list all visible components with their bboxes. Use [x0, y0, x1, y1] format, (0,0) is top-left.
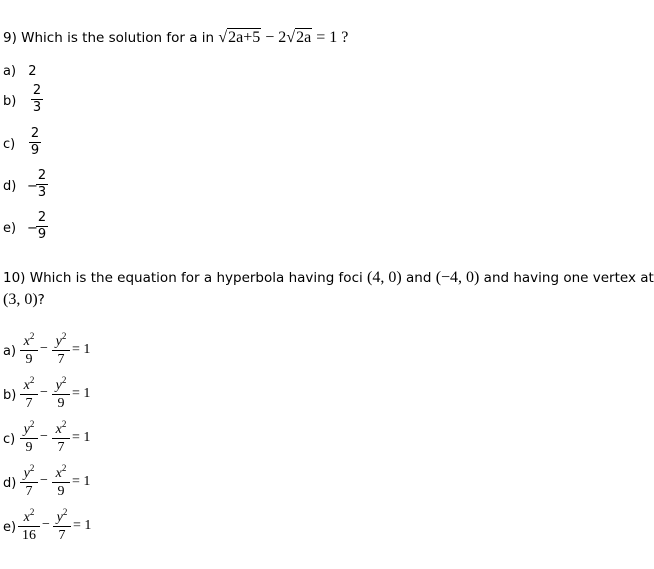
q10-option-a[interactable] [3, 344, 16, 359]
numerator: 2 [32, 83, 42, 98]
q10-option-d[interactable] [3, 476, 16, 491]
question-10-text: 10) Which is the equation for a hyperbola having foci [3, 270, 368, 286]
variable: x [55, 422, 62, 437]
equation-rhs: = 1 [72, 474, 91, 489]
exponent: 2 [29, 331, 35, 341]
q9-option-b-fraction [31, 84, 43, 115]
fraction-bar [52, 482, 70, 483]
exponent: 2 [61, 375, 67, 385]
variable: y [55, 334, 62, 349]
equation-rhs: = 1 [73, 518, 92, 533]
option-label: c) [3, 432, 16, 447]
denominator: 9 [57, 484, 65, 499]
fraction-bar [52, 350, 70, 351]
minus-sign: − [40, 341, 48, 356]
option-value: 2 [28, 64, 37, 79]
numerator [20, 463, 38, 481]
numerator [53, 507, 71, 525]
exponent: 2 [29, 419, 35, 429]
minus-sign: − [40, 429, 48, 444]
fraction-bar [20, 350, 38, 351]
exponent: 2 [61, 419, 67, 429]
option-label: a) [3, 344, 17, 359]
q9-option-d-fraction [36, 169, 48, 200]
numerator [20, 375, 38, 393]
fraction-bar [20, 438, 38, 439]
q10-b-frac2 [52, 375, 70, 411]
equation-rhs: = 1 [72, 342, 91, 357]
focus-1: (4, 0) [367, 269, 402, 286]
q9-option-e-fraction [36, 211, 48, 242]
question-mark: ? [37, 292, 45, 308]
variable: x [55, 466, 62, 481]
fraction-bar [20, 394, 38, 395]
denominator: 3 [32, 100, 42, 115]
vertex: (3, 0) [3, 291, 38, 308]
variable: y [56, 510, 63, 525]
question-9-text: 9) Which is the solution for a in [3, 30, 219, 46]
q10-option-e[interactable] [3, 520, 16, 535]
denominator: 7 [57, 440, 65, 455]
variable: y [23, 466, 30, 481]
exponent: 2 [29, 463, 35, 473]
exponent: 2 [61, 463, 67, 473]
question-10-text-b: and having one vertex at [479, 270, 654, 286]
numerator: 2 [30, 126, 40, 141]
sqrt-symbol: √ [218, 29, 228, 46]
q10-option-c[interactable] [3, 432, 15, 447]
fraction-bar [18, 526, 40, 527]
numerator: 2 [37, 168, 47, 183]
denominator: 9 [25, 440, 33, 455]
denominator: 9 [37, 227, 47, 242]
q9-option-d-sign: − [27, 179, 38, 194]
denominator: 7 [25, 396, 33, 411]
minus-sign: − [40, 473, 48, 488]
q9-option-c-label[interactable]: c) [3, 137, 16, 152]
denominator: 16 [22, 528, 36, 543]
focus-2: (−4, 0) [435, 269, 480, 286]
variable: y [55, 378, 62, 393]
denominator: 7 [25, 484, 33, 499]
variable: x [23, 378, 30, 393]
exponent: 2 [29, 507, 35, 517]
fraction-bar [52, 438, 70, 439]
numerator [52, 375, 70, 393]
denominator: 9 [25, 352, 33, 367]
variable: y [23, 422, 30, 437]
numerator [20, 419, 38, 437]
q10-d-frac1 [20, 463, 38, 499]
q10-a-frac1 [20, 331, 38, 367]
q10-option-b[interactable] [3, 388, 16, 403]
numerator: 2 [37, 210, 47, 225]
radical-2: 2a [296, 29, 312, 46]
numerator [20, 331, 38, 349]
q10-c-frac1 [20, 419, 38, 455]
option-label: b) [3, 388, 17, 403]
q10-a-frac2 [52, 331, 70, 367]
fraction-bar [52, 394, 70, 395]
denominator: 3 [37, 185, 47, 200]
sqrt-symbol: √ [286, 29, 296, 46]
denominator: 9 [30, 143, 40, 158]
exponent: 2 [29, 375, 35, 385]
question-9-equation [218, 28, 348, 46]
denominator: 7 [58, 528, 66, 543]
numerator [52, 463, 70, 481]
denominator: 9 [57, 396, 65, 411]
minus-sign: − [40, 385, 48, 400]
q9-option-d-label[interactable]: d) [3, 179, 17, 194]
option-label: d) [3, 476, 17, 491]
numerator [52, 419, 70, 437]
and-text: and [401, 270, 436, 286]
numerator [18, 507, 40, 525]
exponent: 2 [61, 331, 67, 341]
q9-option-a[interactable] [3, 64, 36, 79]
q10-c-frac2 [52, 419, 70, 455]
q10-e-frac1 [18, 507, 40, 543]
variable: x [23, 334, 30, 349]
numerator [52, 331, 70, 349]
exponent: 2 [62, 507, 68, 517]
fraction-bar [53, 526, 71, 527]
radical-1: 2a+5 [228, 29, 261, 46]
q9-option-e-label[interactable]: e) [3, 221, 17, 236]
q9-option-e-sign: − [27, 221, 38, 236]
equation-middle: − 2 [261, 29, 287, 46]
q10-b-frac1 [20, 375, 38, 411]
question-10-prompt-line1 [3, 269, 654, 287]
q10-d-frac2 [52, 463, 70, 499]
option-label: e) [3, 520, 17, 535]
q10-e-frac2 [53, 507, 71, 543]
fraction-bar [20, 482, 38, 483]
equation-rhs: = 1 [72, 386, 91, 401]
denominator: 7 [57, 352, 65, 367]
question-10-prompt-line2 [3, 291, 45, 309]
option-label: a) [3, 64, 17, 79]
q9-option-b-label[interactable]: b) [3, 94, 17, 109]
q9-option-c-fraction [29, 127, 41, 158]
minus-sign: − [42, 517, 50, 532]
equation-suffix: = 1 ? [312, 29, 349, 46]
equation-rhs: = 1 [72, 430, 91, 445]
question-9-prompt [3, 29, 348, 47]
variable: x [23, 510, 30, 525]
